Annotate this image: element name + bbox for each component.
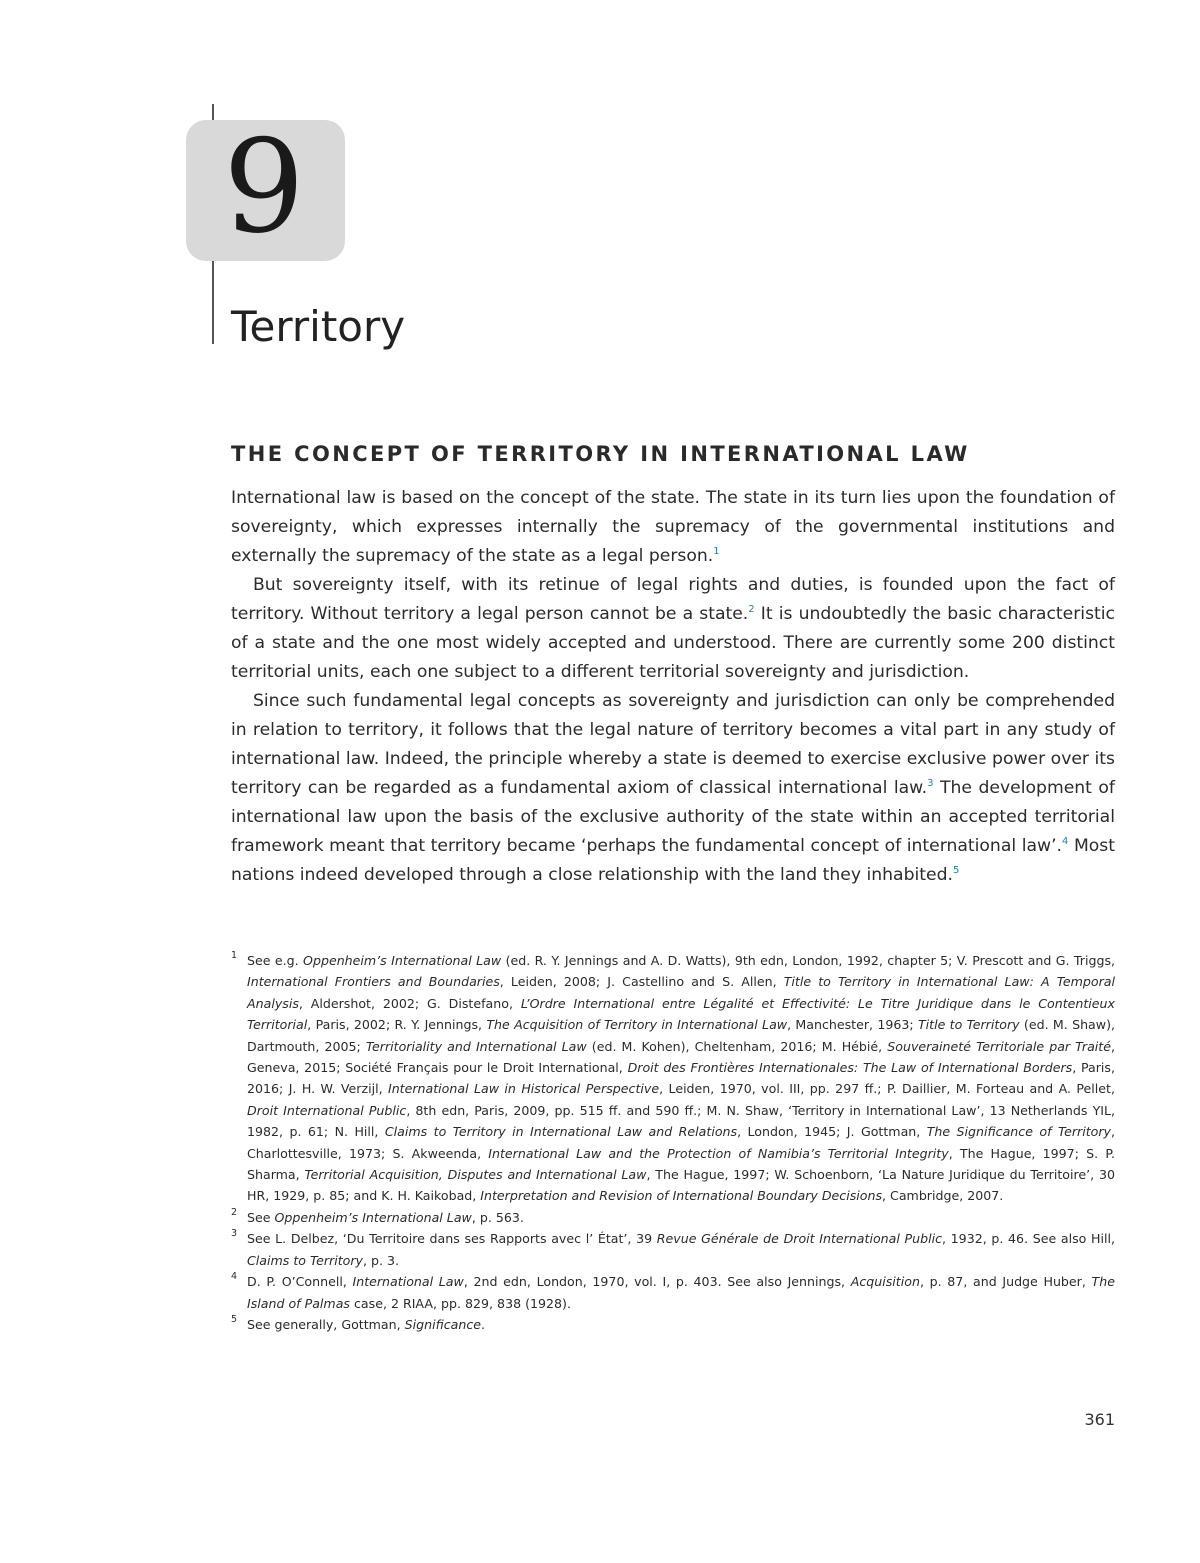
footnote-text [247,1210,524,1225]
footnote-text-segment: , Leiden, 2008; J. Castellino and S. Allen, [499,974,784,990]
footnote-text-segment: , Aldershot, 2002; G. Distefano, [298,995,521,1011]
footnote-text-segment: , p. 3. [363,1252,400,1268]
footnote-text [247,953,1115,1203]
footnote-ref-4[interactable]: 4 [1062,836,1069,847]
footnote-text-segment: (ed. M. Shaw), Dartmouth, 2005; [247,1017,1115,1054]
footnote-text-segment: , Cambridge, 2007. [882,1188,1004,1204]
footnote-text-segment: , Paris, 2002; R. Y. Jennings, [307,1017,487,1033]
footnote-text-segment: . [481,1316,486,1332]
footnote-number: 5 [231,1313,238,1325]
footnote-text-segment: , Leiden, 1970, vol. III, pp. 297 ff.; P. Daillier, M. Forteau and A. Pellet, [659,1081,1115,1097]
footnote-text-segment: , Geneva, 2015; Société Français pour le Droit International, [247,1038,1115,1076]
footnote-italic-title: L’Ordre International entre Légalité et Effectivité: Le Titre Juridique dans le Contentieux Territorial [247,995,1115,1033]
footnote-number: 4 [231,1271,238,1283]
footnote-text-segment: See [247,1209,275,1225]
footnote-text-segment: , 2nd edn, London, 1970, vol. I, p. 403. See also Jennings, [463,1274,851,1290]
footnote-text-segment: , Charlottesville, 1973; S. Akweenda, [247,1124,1115,1161]
footnote-text-segment: D. P. O’Connell, [247,1274,353,1290]
footnote-text-segment: (ed. M. Kohen), Cheltenham, 2016; M. Hébié, [586,1038,888,1054]
footnote-italic-title: Claims to Territory in International Law and Relations [384,1124,738,1140]
footnote-number: 3 [231,1228,238,1240]
footnote-italic-title: Title to Territory in International Law: A Temporal Analysis [247,974,1115,1011]
footnote-italic-title: The Island of Palmas [247,1274,1115,1311]
footnote-text-segment: See L. Delbez, ‘Du Territoire dans ses Rapports avec l’ État’, 39 [247,1231,657,1247]
footnote-italic-title: Revue Générale de Droit International Public [656,1231,942,1247]
footnote-italic-title: The Acquisition of Territory in International Law [486,1017,788,1033]
footnote-text-segment: , The Hague, 1997; W. Schoenborn, ‘La Nature Juridique du Territoire’, 30 HR, 1929, p. 85; and K. H. Kaikobad, [247,1167,1115,1204]
footnote-text [247,1274,1115,1310]
paragraph-3-text-b: The development of international law upon the basis of the exclusive authority of the state within an accepted territorial framework meant that territory became ‘perhaps the fundamental concept of international law’. [231,778,1115,856]
footnote-italic-title: Title to Territory [917,1017,1020,1033]
chapter-number: 9 [223,113,305,262]
paragraph-3-text-c: Most nations indeed developed through a close relationship with the land they inhabited. [231,836,1115,885]
footnote-ref-5[interactable]: 5 [952,865,960,876]
footnote-italic-title: Claims to Territory [247,1252,363,1268]
page-number: 361 [1084,1410,1115,1429]
footnote-text-segment: , Paris, 2016; J. H. W. Verzijl, [247,1060,1115,1097]
footnote-italic-title: International Law [352,1274,464,1290]
footnote-number: 1 [231,950,238,961]
footnote-text-segment: , p. 87, and Judge Huber, [919,1274,1092,1290]
footnote-5 [231,1314,1115,1335]
footnote-text [247,1317,485,1332]
paragraph-2-text-a: But sovereignty itself, with its retinue of legal rights and duties, is founded upon the fact of territory. Without territory a legal person cannot be a state. [231,575,1115,624]
footnote-italic-title: Territorial Acquisition, Disputes and International Law [304,1167,647,1183]
footnote-italic-title: Interpretation and Revision of International Boundary Decisions [480,1188,883,1204]
footnote-italic-title: Acquisition [850,1274,920,1290]
body-text [231,484,1115,890]
footnote-ref-2[interactable]: 2 [748,604,755,615]
footnote-text-segment: , p. 563. [471,1209,524,1225]
paragraph-1 [231,484,1115,571]
paragraph-2-text-b: It is undoubtedly the basic characteristic of a state and the one most widely accepted and understood. There are currently some 200 distinct territorial units, each one subject to a different territorial sovereignty and jurisdiction. [231,604,1115,682]
section-heading: THE CONCEPT OF TERRITORY IN INTERNATIONAL LAW [231,442,970,466]
paragraph-3-text-a: Since such fundamental legal concepts as sovereignty and jurisdiction can only be comprehended in relation to territory, it follows that the legal nature of territory becomes a vital part in any study of international law. Indeed, the principle whereby a state is deemed to exercise exclusive power over its territory can be regarded as a fundamental axiom of classical international law. [231,691,1115,798]
footnote-text [247,1231,1115,1267]
footnote-italic-title: Territoriality and International Law [365,1038,587,1054]
footnote-italic-title: International Law in Historical Perspective [387,1081,660,1097]
footnote-ref-3[interactable]: 3 [927,778,934,789]
paragraph-1-text: International law is based on the concept of the state. The state in its turn lies upon the foundation of sovereignty, which expresses internally the supremacy of the governmental institutions and externally the supremacy of the state as a legal person. [231,488,1115,566]
footnote-italic-title: Droit International Public [247,1102,407,1118]
footnote-4 [231,1271,1115,1314]
footnote-2 [231,1207,1115,1228]
footnote-italic-title: International Frontiers and Boundaries [247,974,500,990]
paragraph-3 [231,687,1115,890]
chapter-title: Territory [231,302,406,351]
footnote-text-segment: , 1932, p. 46. See also Hill, [942,1231,1115,1247]
footnote-italic-title: Souveraineté Territoriale par Traité [887,1038,1111,1054]
footnote-italic-title: International Law and the Protection of Namibia’s Territorial Integrity [488,1145,949,1161]
footnote-text-segment: , London, 1945; J. Gottman, [737,1124,927,1140]
footnote-italic-title: Oppenheim’s International Law [303,953,502,968]
footnotes [231,950,1115,1335]
footnote-text-segment: case, 2 RIAA, pp. 829, 838 (1928). [349,1295,571,1311]
footnote-text-segment: , 8th edn, Paris, 2009, pp. 515 ff. and 590 ff.; M. N. Shaw, ‘Territory in International Law’, 13 Netherlands YIL, 1982, p. 61; N. Hill, [247,1102,1115,1140]
footnote-ref-1[interactable]: 1 [713,546,720,557]
footnote-italic-title: The Significance of Territory [926,1124,1111,1140]
footnote-1 [231,950,1115,1207]
footnote-text-segment: , The Hague, 1997; S. P. Sharma, [247,1145,1115,1183]
footnote-italic-title: Droit des Frontières Internationales: The Law of International Borders [627,1060,1073,1076]
footnote-number: 2 [231,1206,238,1218]
footnote-text-segment: See generally, Gottman, [247,1316,405,1332]
footnote-text-segment: (ed. R. Y. Jennings and A. D. Watts), 9th edn, London, 1992, chapter 5; V. Prescott and G. Triggs, [501,953,1116,968]
footnote-italic-title: Oppenheim’s International Law [274,1209,472,1225]
footnote-3 [231,1228,1115,1271]
footnote-text-segment: , Manchester, 1963; [787,1017,918,1033]
footnote-italic-title: Significance [404,1316,482,1332]
paragraph-2 [231,571,1115,687]
footnote-text-segment: See e.g. [247,953,304,968]
